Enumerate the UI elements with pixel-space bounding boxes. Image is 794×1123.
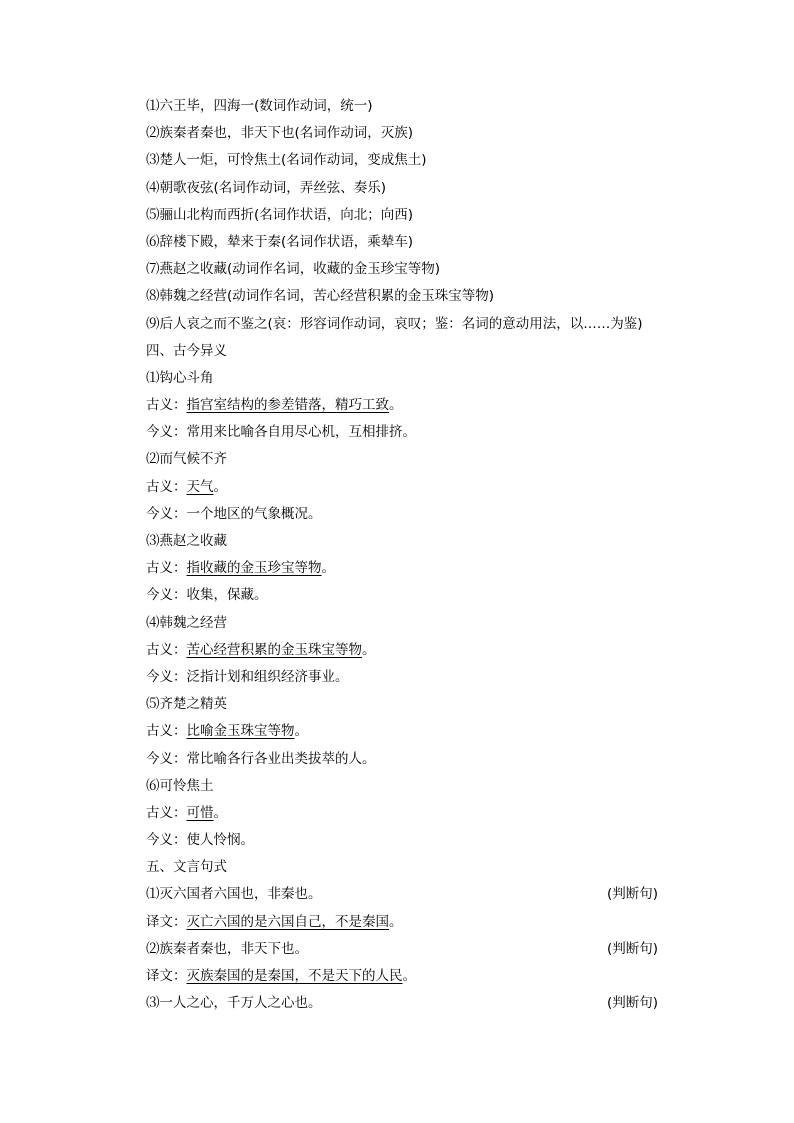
old-meaning-label: 古义： — [146, 478, 187, 495]
document-page — [146, 93, 666, 1017]
section-heading: 五、文言句式 — [146, 859, 227, 876]
sentence-text: ⑵族秦者秦也，非天下也。 — [146, 940, 308, 957]
old-meaning-text: 比喻金玉珠宝等物 — [186, 723, 295, 740]
old-meaning — [146, 392, 666, 419]
new-meaning — [146, 746, 666, 773]
period: 。 — [294, 723, 308, 740]
sentence-text: ⑴灭六国者六国也，非秦也。 — [146, 886, 322, 903]
old-meaning-text: 可惜 — [186, 804, 214, 821]
new-meaning-label: 今义： — [146, 832, 187, 849]
sentence-type-tag: (判断句) — [606, 886, 658, 903]
old-meaning — [146, 637, 666, 664]
old-meaning — [146, 555, 666, 582]
term-title: ⑶燕赵之收藏 — [146, 533, 227, 549]
usage-item: ⑹辞楼下殿，辇来于秦(名词作状语，乘辇车) — [146, 233, 414, 250]
new-meaning-text: 常比喻各行各业出类拔萃的人。 — [186, 750, 376, 767]
new-meaning-text: 收集，保藏。 — [186, 587, 268, 604]
translation-label: 译文： — [146, 913, 187, 930]
old-meaning-label: 古义： — [146, 397, 187, 414]
translation-line — [146, 909, 666, 936]
term-title: ⑹可怜焦土 — [146, 777, 214, 794]
usage-item: ⑵族秦者秦也，非天下也(名词作动词，灭族) — [146, 125, 414, 142]
period: 。 — [362, 641, 376, 658]
new-meaning-label: 今义： — [146, 750, 187, 767]
translation-text: 灭亡六国的是六国自己，不是秦国 — [186, 913, 389, 930]
period: 。 — [213, 478, 227, 495]
new-meaning-label: 今义： — [146, 505, 187, 522]
new-meaning-text: 一个地区的气象概况。 — [186, 505, 322, 522]
old-meaning-label: 古义： — [146, 804, 187, 821]
usage-item: ⑼后人哀之而不鉴之(哀：形容词作动词，哀叹；鉴：名词的意动用法，以……为鉴) — [146, 315, 643, 332]
usage-item: ⑻韩魏之经营(动词作名词，苦心经营积累的金玉珠宝等物) — [146, 288, 495, 305]
new-meaning — [146, 419, 666, 446]
term-title: ⑵而气候不齐 — [146, 451, 227, 468]
new-meaning — [146, 664, 666, 691]
old-meaning — [146, 474, 666, 501]
old-meaning-text: 指收藏的金玉珍宝等物 — [186, 560, 322, 577]
new-meaning — [146, 501, 666, 528]
translation-label: 译文： — [146, 968, 187, 984]
section-heading: 四、古今异义 — [146, 342, 227, 359]
period: 。 — [402, 968, 416, 984]
old-meaning-text: 苦心经营积累的金玉珠宝等物 — [186, 641, 362, 658]
usage-item: ⑺燕赵之收藏(动词作名词，收藏的金玉珍宝等物) — [146, 261, 441, 278]
new-meaning-label: 今义： — [146, 668, 187, 685]
period: 。 — [389, 397, 403, 414]
new-meaning — [146, 582, 666, 609]
period: 。 — [389, 913, 403, 930]
sentence-type-tag: (判断句) — [606, 995, 658, 1012]
usage-item: ⑸骊山北构而西折(名词作状语，向北；向西) — [146, 206, 414, 223]
new-meaning — [146, 827, 666, 854]
old-meaning-label: 古义： — [146, 560, 187, 577]
new-meaning-label: 今义： — [146, 424, 187, 441]
new-meaning-text: 泛指计划和组织经济事业。 — [186, 668, 349, 685]
usage-item: ⑶楚人一炬，可怜焦土(名词作动词，变成焦土) — [146, 152, 427, 169]
old-meaning-label: 古义： — [146, 641, 187, 658]
usage-item: ⑷朝歌夜弦(名词作动词，弄丝弦、奏乐) — [146, 179, 387, 196]
new-meaning-label: 今义： — [146, 587, 187, 604]
period: 。 — [213, 804, 227, 821]
sentence-line — [146, 990, 666, 1017]
sentence-type-tag: (判断句) — [606, 940, 658, 957]
old-meaning-text: 指宫室结构的参差错落，精巧工致 — [186, 397, 389, 414]
usage-item: ⑴六王毕，四海一(数词作动词，统一) — [146, 98, 373, 114]
term-title: ⑴钩心斗角 — [146, 369, 214, 386]
term-title: ⑷韩魏之经营 — [146, 614, 227, 631]
translation-line — [146, 963, 666, 990]
sentence-line — [146, 936, 666, 963]
sentence-line — [146, 881, 666, 908]
new-meaning-text: 常用来比喻各自用尽心机，互相排挤。 — [186, 424, 416, 441]
period: 。 — [321, 560, 335, 577]
old-meaning-label: 古义： — [146, 723, 187, 740]
term-title: ⑸齐楚之精英 — [146, 696, 227, 713]
translation-text: 灭族秦国的是秦国，不是天下的人民 — [186, 968, 403, 984]
old-meaning — [146, 800, 666, 827]
new-meaning-text: 使人怜悯。 — [186, 832, 254, 849]
old-meaning — [146, 718, 666, 745]
sentence-text: ⑶一人之心，千万人之心也。 — [146, 995, 322, 1012]
old-meaning-text: 天气 — [186, 478, 214, 495]
